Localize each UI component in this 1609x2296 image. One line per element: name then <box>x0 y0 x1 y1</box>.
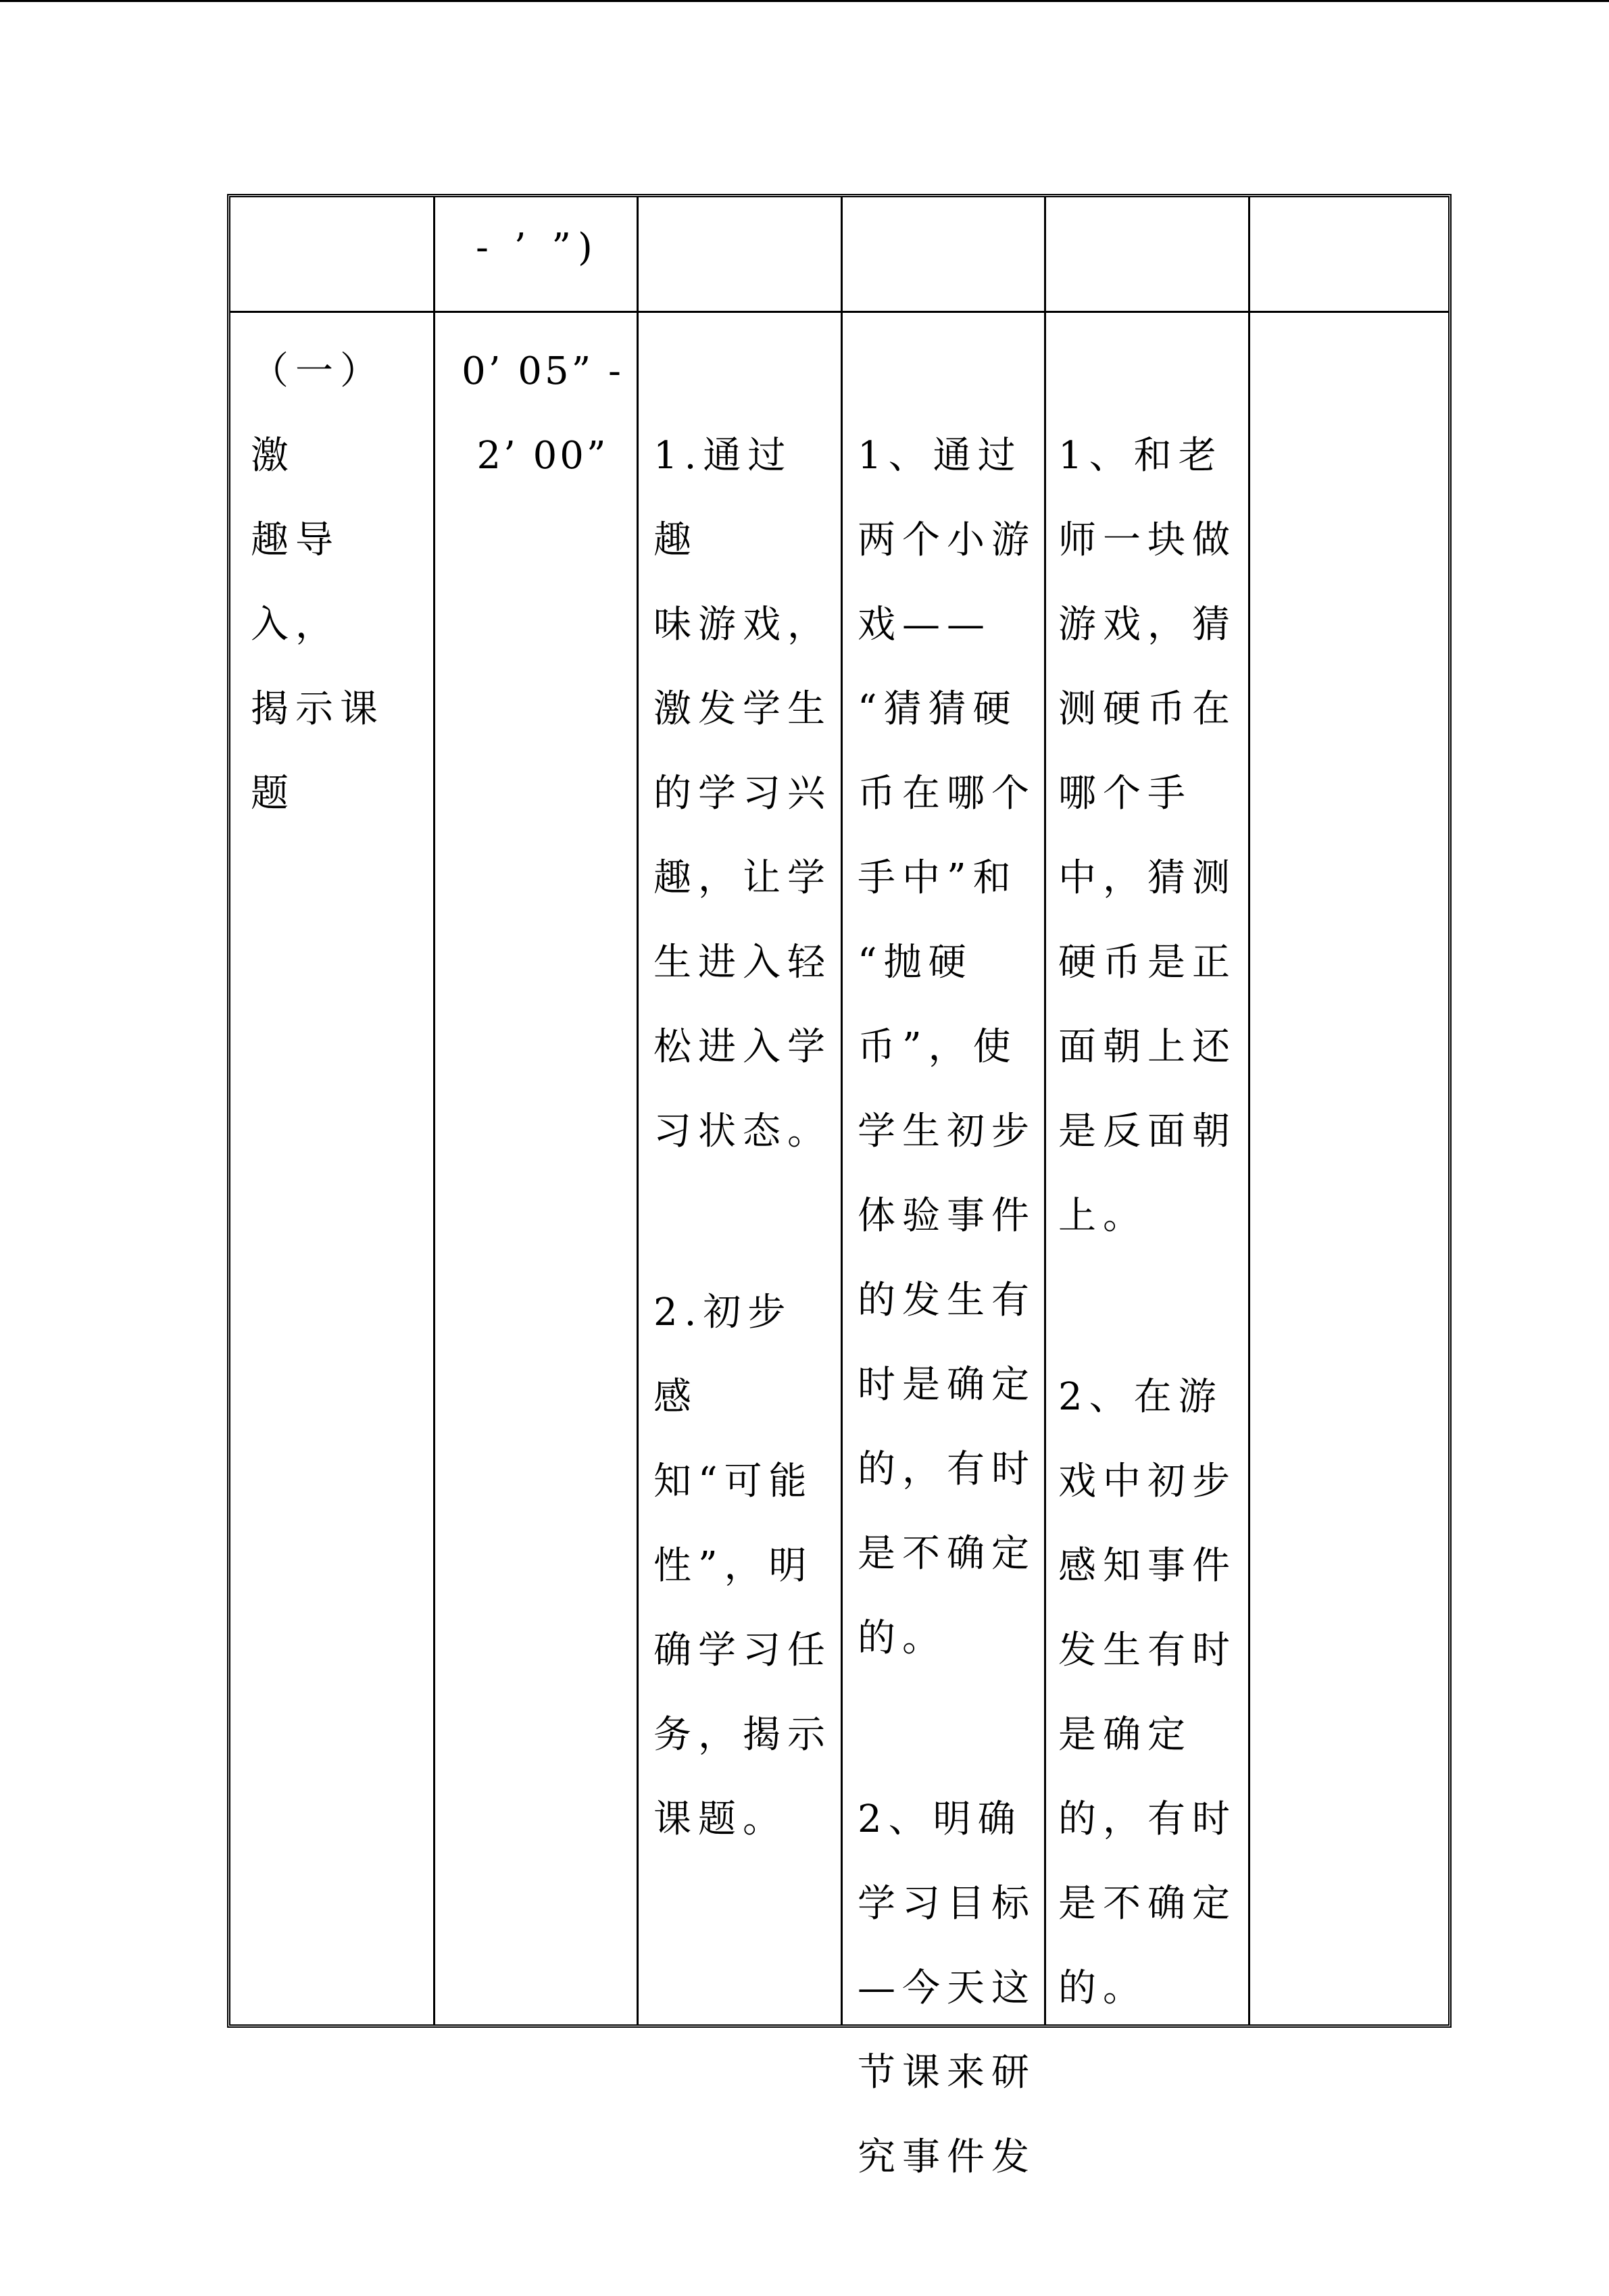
cell-stage <box>230 313 435 2024</box>
time-fragment-text: - ’ ”) <box>476 226 599 270</box>
cell-student-empty <box>1046 197 1250 311</box>
table-row-continuation <box>230 197 1448 313</box>
table-row-stage-1 <box>230 313 1448 2179</box>
lesson-plan-table <box>227 194 1452 2179</box>
cell-teacher-empty <box>843 197 1046 311</box>
teacher-activity-item-1: 1、通过 两个小游 戏—— “猜猜硬 币在哪个 手中”和 “抛硬 币”，使 学生初步 体验事件 的发生有 时是确定 的，有时 是不确定 的。 <box>858 434 1036 1660</box>
cell-time <box>435 313 639 2024</box>
goal-item-1: 1.通过趣 味游戏， 激发学生 的学习兴 趣，让学 生进入轻 松进入学 习状态。 <box>653 434 832 1153</box>
cell-notes-empty <box>1250 197 1448 311</box>
teacher-activity-item-2: 2、明确 学习目标 —今天这 节课来研 究事件发 <box>858 1797 1036 2179</box>
student-activity-list <box>1058 329 1241 2127</box>
time-range: 0’ 05” - 2’ 00” <box>462 349 624 478</box>
cell-teacher-activity <box>843 313 1046 2179</box>
goals-list <box>653 329 836 1958</box>
page-top-border <box>0 0 1609 2</box>
cell-student-activity <box>1046 313 1250 2024</box>
cell-notes <box>1250 313 1448 2024</box>
student-activity-item-1: 1、和老 师一块做 游戏，猜 测硬币在 哪个手 中，猜测 硬币是正 面朝上还 是反面朝 上。 <box>1058 434 1237 1238</box>
cell-time-fragment <box>435 197 639 311</box>
stage-title: （一）激 趣导入， 揭示课题 <box>251 349 385 816</box>
teacher-activity-list <box>858 329 1040 2296</box>
goal-item-2: 2.初步感 知“可能 性”，明 确学习任 务，揭示 课题。 <box>653 1291 832 1841</box>
cell-goals <box>639 313 843 2024</box>
cell-stage-empty <box>230 197 435 311</box>
student-activity-item-2: 2、在游 戏中初步 感知事件 发生有时 是确定 的，有时 是不确定 的。 <box>1058 1375 1237 2010</box>
cell-goals-empty <box>639 197 843 311</box>
